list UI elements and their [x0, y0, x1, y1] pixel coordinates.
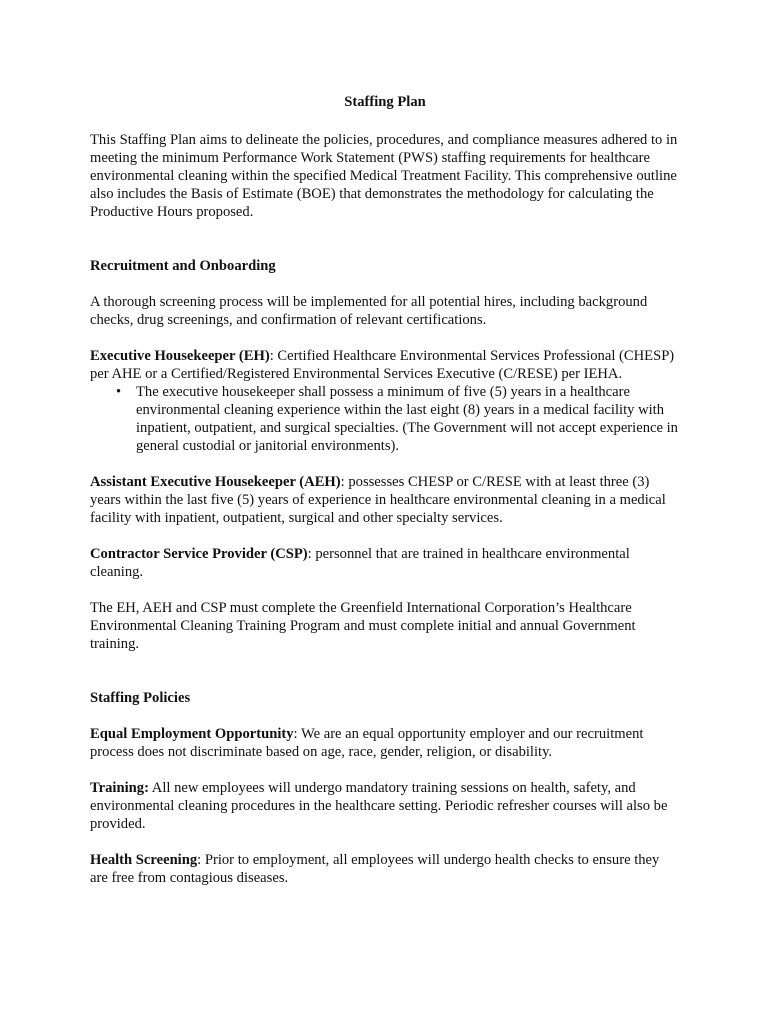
eh-paragraph — [90, 347, 680, 383]
spacer — [90, 761, 680, 779]
training-paragraph — [90, 779, 680, 833]
spacer — [90, 329, 680, 347]
aeh-description: : possesses CHESP or C/RESE with at least three (3) years within the last five (5) years of experience in healthcare environmental cleaning in a medical facility with inpatient, outpatient, surgical and other specialty services. — [90, 474, 666, 526]
spacer — [90, 275, 680, 293]
csp-description: : personnel that are trained in healthcare environmental cleaning. — [90, 546, 630, 580]
health-screening-description: : Prior to employment, all employees will undergo health checks to ensure they are free from contagious diseases. — [90, 852, 660, 886]
screening-paragraph: A thorough screening process will be implemented for all potential hires, including background checks, drug screenings, and confirmation of relevant certifications. — [90, 294, 648, 328]
health-screening-term: Health Screening — [90, 852, 198, 868]
policies-heading: Staffing Policies — [90, 690, 191, 706]
training-term: Training: — [90, 780, 149, 796]
aeh-paragraph — [90, 473, 680, 527]
csp-paragraph — [90, 545, 680, 581]
section-spacer — [90, 221, 680, 257]
spacer — [90, 527, 680, 545]
eh-description: : Certified Healthcare Environmental Services Professional (CHESP) per AHE or a Certified/Registered Environmental Services Executive (C/RESE) per IEHA. — [90, 348, 675, 382]
spacer — [90, 581, 680, 599]
csp-term: Contractor Service Provider (CSP) — [90, 546, 308, 562]
spacer — [90, 833, 680, 851]
recruitment-heading: Recruitment and Onboarding — [90, 258, 276, 274]
section-spacer — [90, 653, 680, 689]
list-item — [116, 383, 680, 455]
document-title: Staffing Plan — [344, 94, 426, 110]
aeh-term: Assistant Executive Housekeeper (AEH) — [90, 474, 341, 490]
training-program-paragraph: The EH, AEH and CSP must complete the Greenfield International Corporation’s Healthcare Environmental Cleaning Training Program and must complete initial and annual Government training. — [90, 600, 636, 652]
spacer — [90, 455, 680, 473]
eeo-description: : We are an equal opportunity employer and our recruitment process does not discriminate based on age, race, gender, religion, or disability. — [90, 726, 644, 760]
eh-bullet-text: The executive housekeeper shall possess a minimum of five (5) years in a healthcare environmental cleaning experience within the last eight (8) years in a medical facility with inpatient, outpatient, and surgical specialties. (The Government will not accept experience in general custodial or janitorial environments). — [136, 384, 678, 454]
eh-bullet-list — [90, 383, 680, 455]
health-screening-paragraph — [90, 851, 680, 887]
eeo-term: Equal Employment Opportunity — [90, 726, 294, 742]
intro-paragraph: This Staffing Plan aims to delineate the policies, procedures, and compliance measures adhered to in meeting the minimum Performance Work Statement (PWS) staffing requirements for healthcare environmental cleaning within the specified Medical Treatment Facility. This comprehensive outline also includes the Basis of Estimate (BOE) that demonstrates the methodology for calculating the Productive Hours proposed. — [90, 132, 678, 220]
spacer — [90, 707, 680, 725]
eeo-paragraph — [90, 725, 680, 761]
bullet-icon: • — [116, 384, 122, 400]
eh-term: Executive Housekeeper (EH) — [90, 348, 270, 364]
training-description: All new employees will undergo mandatory training sessions on health, safety, and environmental cleaning procedures in the healthcare setting. Periodic refresher courses will also be provided. — [90, 780, 668, 832]
document-body — [90, 93, 680, 887]
